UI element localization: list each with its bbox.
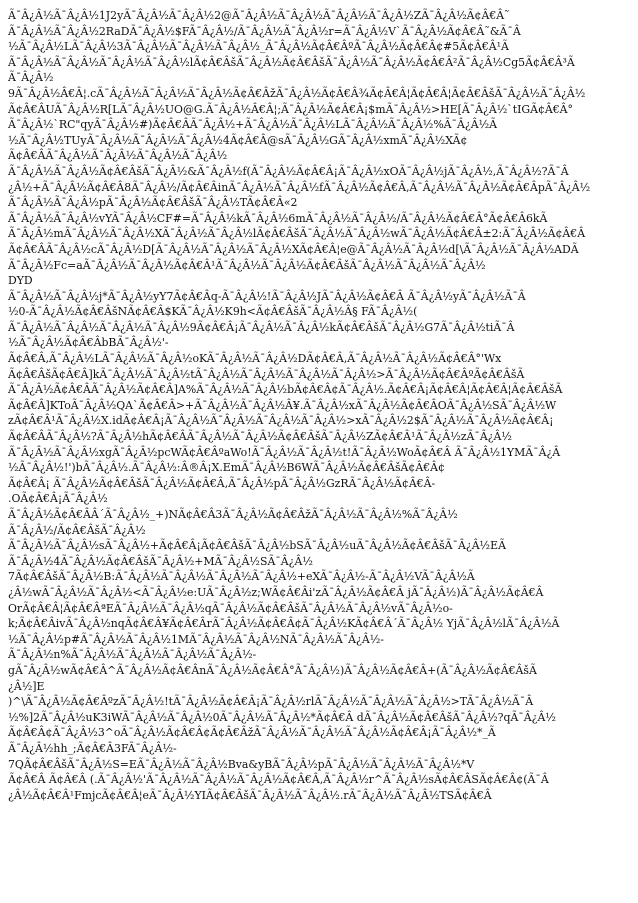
document-line: ¿Â½]E (8, 679, 45, 693)
document-line: ½Ã¯Â¿Â½p#Ã¯Â¿Â½Ã¯Â¿Â½1MÃ¯Â¿Â½Ã¯Â¿Â½NÃ¯Â¿Â½Ã¯Â¿Â½- (8, 632, 384, 646)
document-line: Ã¯Â¿Â½ (8, 71, 54, 85)
document-line: ¿Â½+Ã¯Â¿Â½Ã¢Â€Â8Ã¯Â¿Â½/Ã¢Â€ÂinÃ¯Â¿Â½Ã¯Â¿Â½fÃ¯Â¿Â½Ã¢Â€Â‚Ã¯Â¿Â½Ã¯Â¿Â½Ã¢Â€ÂpÃ¯Â¿Â½ (8, 180, 591, 194)
document-line: ½Ã¯Â¿Â½TUyÃ¯Â¿Â½Ã¯Â¿Â½Ã¯Â¿Â½4Ã¢Â€Â@sÃ¯Â¿Â½GÃ¯Â¿Â½xmÃ¯Â¿Â½XÃ¢ (8, 133, 468, 147)
document-line: Ã¯Â¿Â½Ã¯Â¿Â½xgÃ¯Â¿Â½pcWÃ¢Â€ÂºaWo!Ã¯Â¿Â½Ã¯Â¿Â½t!Ã¯Â¿Â½WoÃ¢Â€Â Ã¯Â¿Â½1YMÃ¯Â¿Â (8, 445, 561, 459)
document-line: Ã¢Â€Â¡ Ã¯Â¿Â½Ã¢Â€ÂšÃ¯Â¿Â½Ã¢Â€Â‚Ã¯Â¿Â½pÃ¯Â¿Â½GzRÃ¯Â¿Â½Ã¢Â€Â- (8, 476, 436, 490)
document-line: Ã¯Â¿Â½Ã¯Â¿Â½2RaDÃ¯Â¿Â½$FÃ¯Â¿Â½/Ã¯Â¿Â½Ã¯Â¿Â½r=Ã¯Â¿Â½V`Ã¯Â¿Â½Ã¢Â€Â˜&Ã¯Â (8, 24, 521, 38)
document-line: DYD (8, 274, 33, 288)
document-line: .OÃ¢Â€Â¡Ã¯Â¿Â½ (8, 492, 108, 506)
document-line: Ã¢Â€ÂÃ¯Â¿Â½?Ã¯Â¿Â½hÃ¢Â€ÂÃ¯Â¿Â½Ã¯Â¿Â½Ã¢Â€ÂšÃ¯Â¿Â½ZÃ¢Â€Â¹Ã¯Â¿Â½zÃ¯Â¿Â½ (8, 430, 512, 444)
document-line: Ã¯Â¿Â½Ã¢Â€ÂÂ´Ã¯Â¿Â½_+)NÃ¢Â€Â3Ã¯Â¿Â½Ã¢Â€ÂžÃ¯Â¿Â½Ã¯Â¿Â½%Ã¯Â¿Â½ (8, 508, 458, 521)
document-line: Ã¯Â¿Â½Ã¯Â¿Â½sÃ¯Â¿Â½+Ã¢Â€Â¡Ã¢Â€ÂšÃ¯Â¿Â½bSÃ¯Â¿Â½uÃ¯Â¿Â½Ã¢Â€ÂšÃ¯Â¿Â½EÃ (8, 539, 506, 553)
document-line: k;Ã¢Â€ÂivÃ¯Â¿Â½nqÃ¢Â€Â¥Ã¢Â€ÂrÃ¯Â¿Â½Ã¢Â€Â¢Ã¯Â¿Â½KÃ¢Â€Â´Ã¯Â¿Â½ YjÃ¯Â¿Â½lÃ¯Â¿Â½Ã (8, 617, 560, 631)
document-line: OrÃ¢Â€Â¦Ã¢Â€ÂªEÃ¯Â¿Â½Ã¯Â¿Â½qÃ¯Â¿Â½Ã¢Â€ÂšÃ¯Â¿Â½Ã¯Â¿Â½vÃ¯Â¿Â½o- (8, 601, 453, 615)
document-line: 9Ã¯Â¿Â½Â€Â¦.cÃ¯Â¿Â½Ã¯Â¿Â½Ã¯Â¿Â½Ã¢Â€ÂžÃ¯Â¿Â½Ã¢Â€Â¾Ã¢Â€Â¦Ã¢Â€Â¦Ã¢Â€ÂšÃ¯Â¿Â½Ã¯Â¿Â½ (8, 86, 586, 100)
document-line: Ã¯Â¿Â½Ã¯Â¿Â½1J2yÃ¯Â¿Â½Ã¯Â¿Â½2@Ã¯Â¿Â½Ã¯Â¿Â½Ã¯Â¿Â½Ã¯Â¿Â½ZÃ¯Â¿Â½Ã¢Â€Â˜ (8, 9, 510, 22)
document-line: Ã¯Â¿Â½hh_;Ã¢Â€Â3FÃ¯Â¿Â½- (8, 741, 177, 755)
document-line: Ã¢Â€Â]KToÃ¯Â¿Â½QA`Ã¢Â€Â>+Ã¯Â¿Â½Ã¯Â¿Â½Â¥.Ã¯Â¿Â½xÃ¯Â¿Â½Ã¢Â€ÂOÃ¯Â¿Â½SÃ¯Â¿Â½W (8, 398, 557, 412)
document-line: ½Ã¯Â¿Â½!')bÃ¯Â¿Â½.Ã¯Â¿Â½:Â®Â¡X.EmÃ¯Â¿Â½B6WÃ¯Â¿Â½Ã¢Â€ÂšÃ¢Â€Â¢ (8, 461, 445, 475)
document-line: ¿Â½Ã¢Â€Â¹FmjcÃ¢Â€Â¦eÃ¯Â¿Â½YIÃ¢Â€ÂšÃ¯Â¿Â½Ã¯Â¿Â½.rÃ¯Â¿Â½Ã¯Â¿Â½TSÃ¢Â€Â (8, 788, 492, 802)
document-line: Ã¯Â¿Â½/Ã¢Â€ÂšÃ¯Â¿Â½ (8, 523, 146, 537)
document-line: Ã¯Â¿Â½mÃ¯Â¿Â½Ã¯Â¿Â½XÃ¯Â¿Â½Ã¯Â¿Â½lÃ¢Â€ÂšÃ¯Â¿Â½Ã¯Â¿Â½wÃ¯Â¿Â½Ã¢Â€Â±2:Ã¯Â¿Â½Ã¢Â€Â (8, 227, 586, 241)
document-line: Ã¯Â¿Â½Ã¯Â¿Â½j*Ã¯Â¿Â½yY7Ã¢Â€Âq-Ã¯Â¿Â½!Ã¯Â¿Â½JÃ¯Â¿Â½Ã¢Â€Â Ã¯Â¿Â½yÃ¯Â¿Â½Ã¯Â (8, 289, 526, 303)
document-line: ½0-Ã¯Â¿Â½Ã¢Â€ÂšNÃ¢Â€Â$KÃ¯Â¿Â½K9h<Ã¢Â€ÂšÃ¯Â¿Â½Â§ FÃ¯Â¿Â½( (8, 305, 418, 319)
document-line: Ã¢Â€Â‚Ã¯Â¿Â½LÃ¯Â¿Â½Ã¯Â¿Â½oKÃ¯Â¿Â½Ã¯Â¿Â½DÃ¢Â€Â‚Ã¯Â¿Â½Ã¯Â¿Â½Ã¢Â€Â°'Wx (8, 352, 502, 366)
document-line: Ã¯Â¿Â½Ã¯Â¿Â½Ã¯Â¿Â½Ã¯Â¿Â½9Ã¢Â€Â¡Ã¯Â¿Â½Ã¯Â¿Â½kÃ¢Â€ÂšÃ¯Â¿Â½G7Ã¯Â¿Â½tiÃ¯Â (8, 320, 515, 334)
document-line: Ã¯Â¿Â½Fc=aÃ¯Â¿Â½Ã¯Â¿Â½Ã¢Â€Â¹Ã¯Â¿Â½Ã¯Â¿Â½Ã¢Â€ÂšÃ¯Â¿Â½Ã¯Â¿Â½Ã¯Â¿Â½ (8, 258, 486, 272)
document-line: Ã¯Â¿Â½4Ã¯Â¿Â½Ã¢Â€ÂšÃ¯Â¿Â½+MÃ¯Â¿Â½SÃ¯Â¿Â½ (8, 554, 313, 568)
document-line: Ã¢Â€Â Ã¢Â€Â (.Ã¯Â¿Â½'Ã¯Â¿Â½Ã¯Â¿Â½Ã¯Â¿Â½Ã¢Â€Â‚Ã¯Â¿Â½r^Ã¯Â¿Â½sÃ¢Â€ÂSÃ¢Â€Â¢(Ã¯Â (8, 773, 549, 787)
document-line: 7QÃ¢Â€ÂšÃ¯Â¿Â½S=EÃ¯Â¿Â½Ã¯Â¿Â½Bva&yBÃ¯Â¿Â½pÃ¯Â¿Â½Ã¯Â¿Â½Ã¯Â¿Â½*V (8, 757, 475, 771)
document-line: Ã¢Â€ÂšÃ¢Â€Â]kÃ¯Â¿Â½Ã¯Â¿Â½tÃ¯Â¿Â½Ã¯Â¿Â½Ã¯Â¿Â½Ã¯Â¿Â½>Ã¯Â¿Â½Ã¢Â€ÂºÃ¢Â€ÂšÃ (8, 367, 525, 381)
document-line: 7Ã¢Â€ÂšÃ¯Â¿Â½B:Ã¯Â¿Â½Ã¯Â¿Â½Ã¯Â¿Â½Ã¯Â¿Â½+eXÃ¯Â¿Â½-Ã¯Â¿Â½VÃ¯Â¿Â½Ã (8, 570, 475, 584)
document-line: Ã¢Â€ÂÃ¯Â¿Â½cÃ¯Â¿Â½D[Ã¯Â¿Â½Ã¯Â¿Â½Ã¯Â¿Â½XÃ¢Â€Â¦e@Ã¯Â¿Â½Ã¯Â¿Â½d[\Ã¯Â¿Â½Ã¯Â¿Â½ADÃ (8, 242, 579, 256)
document-line: zÃ¢Â€Â¹Ã¯Â¿Â½X.idÃ¢Â€Â¡Ã¯Â¿Â½Ã¯Â¿Â½Ã¯Â¿Â½Ã¯Â¿Â½>xÃ¯Â¿Â½2$Ã¯Â¿Â½Ã¯Â¿Â½Ã¢Â€Â¡ (8, 414, 554, 428)
document-line: ½Ã¯Â¿Â½Ã¢Â€ÂbBÃ¯Â¿Â½'- (8, 336, 169, 350)
document-line: Ã¢Â€ÂÃ¯Â¿Â½Ã¯Â¿Â½Ã¯Â¿Â½Ã¯Â¿Â½ (8, 149, 228, 163)
document-line: Ã¯Â¿Â½Ã¯Â¿Â½pÃ¯Â¿Â½Ã¢Â€ÂšÃ¯Â¿Â½TÃ¢Â€Â«2 (8, 196, 298, 210)
document-line: Ã¯Â¿Â½Ã¯Â¿Â½vYÃ¯Â¿Â½CF#=Ã¯Â¿Â½kÃ¯Â¿Â½6mÃ¯Â¿Â½Ã¯Â¿Â½/Ã¯Â¿Â½Ã¢Â€Â°Ã¢Â€Â6kÃ (8, 211, 548, 225)
document-line: Ã¢Â€ÂUÃ¯Â¿Â½R[LÃ¯Â¿Â½UO@G.Ã¯Â¿Â½Â€Â¦;Ã¯Â¿Â½Ã¢Â€Â¡$mÃ¯Â¿Â½>HE[Ã¯Â¿Â½`tIGÃ¢Â€Â° (8, 102, 573, 116)
document-line: ½%]2Ã¯Â¿Â½uK3iWÃ¯Â¿Â½Ã¯Â¿Â½0Ã¯Â¿Â½Ã¯Â¿Â½*Ã¢Â€Â dÃ¯Â¿Â½Ã¢Â€ÂšÃ¯Â¿Â½?qÃ¯Â¿Â½ (8, 710, 556, 724)
document-line: Ã¯Â¿Â½`RC"qyÃ¯Â¿Â½#)Ã¢Â€ÂÃ¯Â¿Â½+Ã¯Â¿Â½Ã¯Â¿Â½LÃ¯Â¿Â½Ã¯Â¿Â½%Ã¯Â¿Â½Ã (8, 118, 497, 132)
document-line: Ã¯Â¿Â½Ã¯Â¿Â½Ã¢Â€ÂšÃ¯Â¿Â½&Ã¯Â¿Â½f(Ã¯Â¿Â½Ã¢Â€Â¡Ã¯Â¿Â½xOÃ¯Â¿Â½jÃ¯Â¿Â½,Ã¯Â¿Â½?Ã¯Â (8, 164, 569, 178)
document-line: Ã¯Â¿Â½Ã¯Â¿Â½Ã¯Â¿Â½Ã¯Â¿Â½lÃ¢Â€ÂšÃ¯Â¿Â½Ã¢Â€ÂšÃ¯Â¿Â½Ã¯Â¿Â½Ã¢Â€Â²Ã¯Â¿Â½Cg5Ã¢Â€Â³Ã (8, 55, 575, 69)
document-line: ¿Â½wÃ¯Â¿Â½Ã¯Â¿Â½<Ã¯Â¿Â½e:UÃ¯Â¿Â½z;WÃ¢Â€Âi'zÃ¯Â¿Â½Ã¢Â€Â jÃ¯Â¿Â½)Ã¯Â¿Â½Ã¢Â€Â (8, 585, 544, 599)
document-line: ½Ã¯Â¿Â½LÃ¯Â¿Â½3Ã¯Â¿Â½Ã¯Â¿Â½Ã¯Â¿Â½_Ã¯Â¿Â½Ã¢Â€ÂºÃ¯Â¿Â½Ã¢Â€Â¢#5Ã¢Â€Â¹Ã (8, 40, 509, 54)
document-line: )^\Ã¯Â¿Â½Ã¢Â€ÂºzÃ¯Â¿Â½!tÃ¯Â¿Â½Ã¢Â€Â¡Ã¯Â¿Â½rlÃ¯Â¿Â½Ã¯Â¿Â½Ã¯Â¿Â½>TÃ¯Â¿Â½Ã¯Â (8, 695, 534, 709)
document-line: Ã¯Â¿Â½n%Ã¯Â¿Â½Ã¯Â¿Â½Ã¯Â¿Â½Ã¯Â¿Â½- (8, 648, 257, 662)
document-line: Ã¢Â€Â¢Ã¯Â¿Â½3^oÃ¯Â¿Â½Ã¢Â€Â¢Ã¢Â€ÂžÃ¯Â¿Â½Ã¯Â¿Â½Ã¯Â¿Â½Ã¢Â€Â¡Ã¯Â¿Â½*_Ã (8, 726, 496, 740)
document-line: Ã¯Â¿Â½Ã¢Â€ÂÃ¯Â¿Â½Ã¢Â€Â]A%Ã¯Â¿Â½Ã¯Â¿Â½bÃ¢Â€Â¢Ã¯Â¿Â½.Ã¢Â€Â¡Ã¢Â€Â¦Ã¢Â€Â¦Ã¢Â€ÂšÃ (8, 383, 563, 397)
document-line: gÃ¯Â¿Â½wÃ¢Â€Â^Ã¯Â¿Â½Ã¢Â€ÂnÃ¯Â¿Â½Ã¢Â€Â°Ã¯Â¿Â½)Ã¯Â¿Â½Ã¢Â€Â+(Ã¯Â¿Â½Ã¢Â€ÂšÃ (8, 663, 537, 677)
